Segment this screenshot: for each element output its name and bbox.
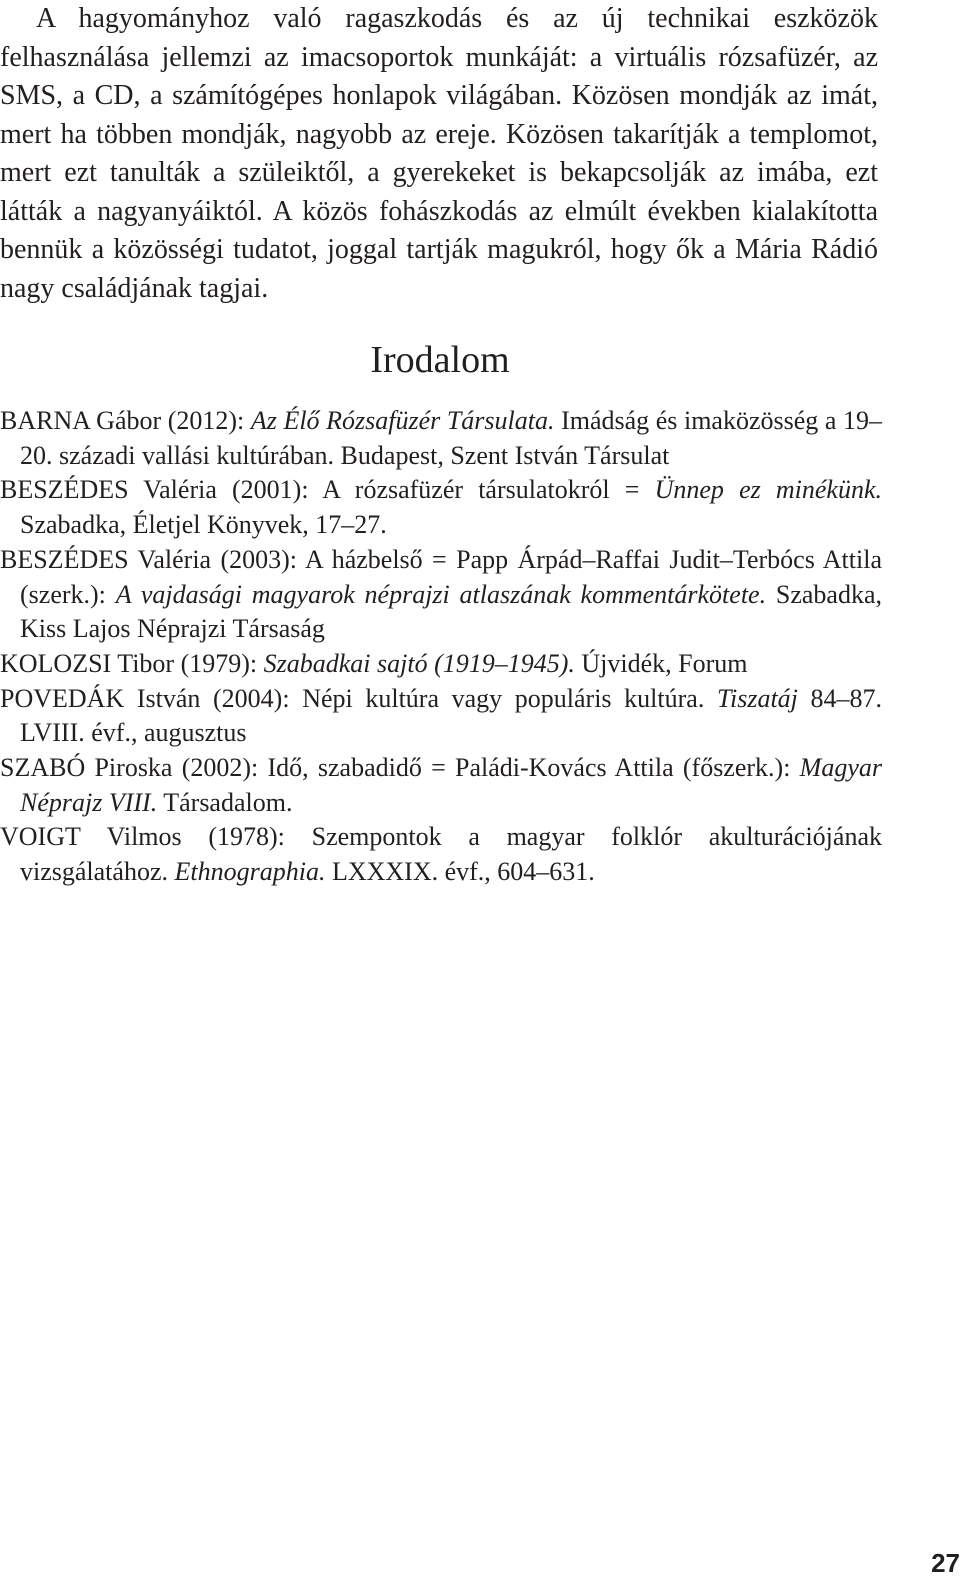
body-paragraph <box>0 0 878 308</box>
reference-title: Ünnep ez minékünk. <box>654 475 882 505</box>
reference-item <box>0 682 882 751</box>
reference-title: Az Élő Rózsafüzér Társulata. <box>250 406 555 435</box>
body-paragraph-text: A hagyományhoz való ragaszkodás és az új technikai eszközök felhasználása jellemzi az imacsoportok munkáját: a virtuális rózsafüzér, az SMS, a CD, a számítógépes honlapok világában. Közösen mondják az imát, mert ha többen mondják, nagyobb az ereje. Közösen takarítják a templomot, mert ezt tanulták a szüleiktől, a gyerekeket is bekapcsolják az imába, ezt látták a nagyanyáiktól. A közös fohászkodás az elmúlt években kialakította bennük a közösségi tudatot, joggal tartják magukról, hogy ők a Mária Rádió nagy családjának tagjai. <box>0 3 878 304</box>
reference-item <box>0 820 882 889</box>
reference-title: Magyar Néprajz VIII. <box>20 753 882 817</box>
reference-author: BESZÉDES Valéria (2001): <box>0 475 323 505</box>
reference-title: Tiszatáj <box>716 683 798 713</box>
reference-title: Szabadkai sajtó (1919–1945). <box>263 648 575 678</box>
reference-pre: A rózsafüzér társulatokról = <box>322 475 655 505</box>
reference-author: KOLOZSI Tibor (1979): <box>0 648 264 678</box>
section-heading: Irodalom <box>370 339 510 381</box>
reference-pre: Népi kultúra vagy populáris kultúra. <box>302 683 717 713</box>
reference-item <box>0 751 882 820</box>
reference-pre: A házbelső = Papp Árpád–Raffai Judit–Terbócs Attila (szerk.): <box>20 544 882 609</box>
reference-item <box>0 647 882 682</box>
reference-rest: Újvidék, Forum <box>574 648 748 678</box>
reference-rest: Szabadka, Kiss Lajos Néprajzi Társaság <box>20 579 882 644</box>
page-number: 27 <box>931 1548 960 1578</box>
reference-rest: 84–87. LVIII. évf., augusztus <box>20 683 883 748</box>
reference-title: Ethnographia. <box>174 857 326 887</box>
reference-rest: Szabadka, Életjel Könyvek, 17–27. <box>20 510 387 540</box>
reference-pre: Idő, szabadidő = Paládi-Kovács Attila (főszerk.): <box>267 753 800 783</box>
reference-author: BARNA Gábor (2012): <box>0 406 251 435</box>
reference-item <box>0 404 882 473</box>
reference-rest: Társadalom. <box>157 787 293 817</box>
reference-author: BESZÉDES Valéria (2003): <box>0 544 305 574</box>
reference-title: A vajdasági magyarok néprajzi atlaszának kommentárkötete. <box>115 579 767 609</box>
reference-item <box>0 543 882 647</box>
reference-pre: Szempontok a magyar folklór akulturációjának vizsgálatához. <box>20 822 882 887</box>
reference-list <box>0 404 882 890</box>
reference-rest: Imádság és imaközösség a 19–20. századi vallási kultúrában. Budapest, Szent István Társulat <box>20 406 882 470</box>
reference-author: VOIGT Vilmos (1978): <box>0 822 312 852</box>
reference-item <box>0 473 882 542</box>
reference-author: POVEDÁK István (2004): <box>0 683 303 713</box>
reference-rest: LXXXIX. évf., 604–631. <box>325 857 595 887</box>
reference-author: SZABÓ Piroska (2002): <box>0 753 268 783</box>
